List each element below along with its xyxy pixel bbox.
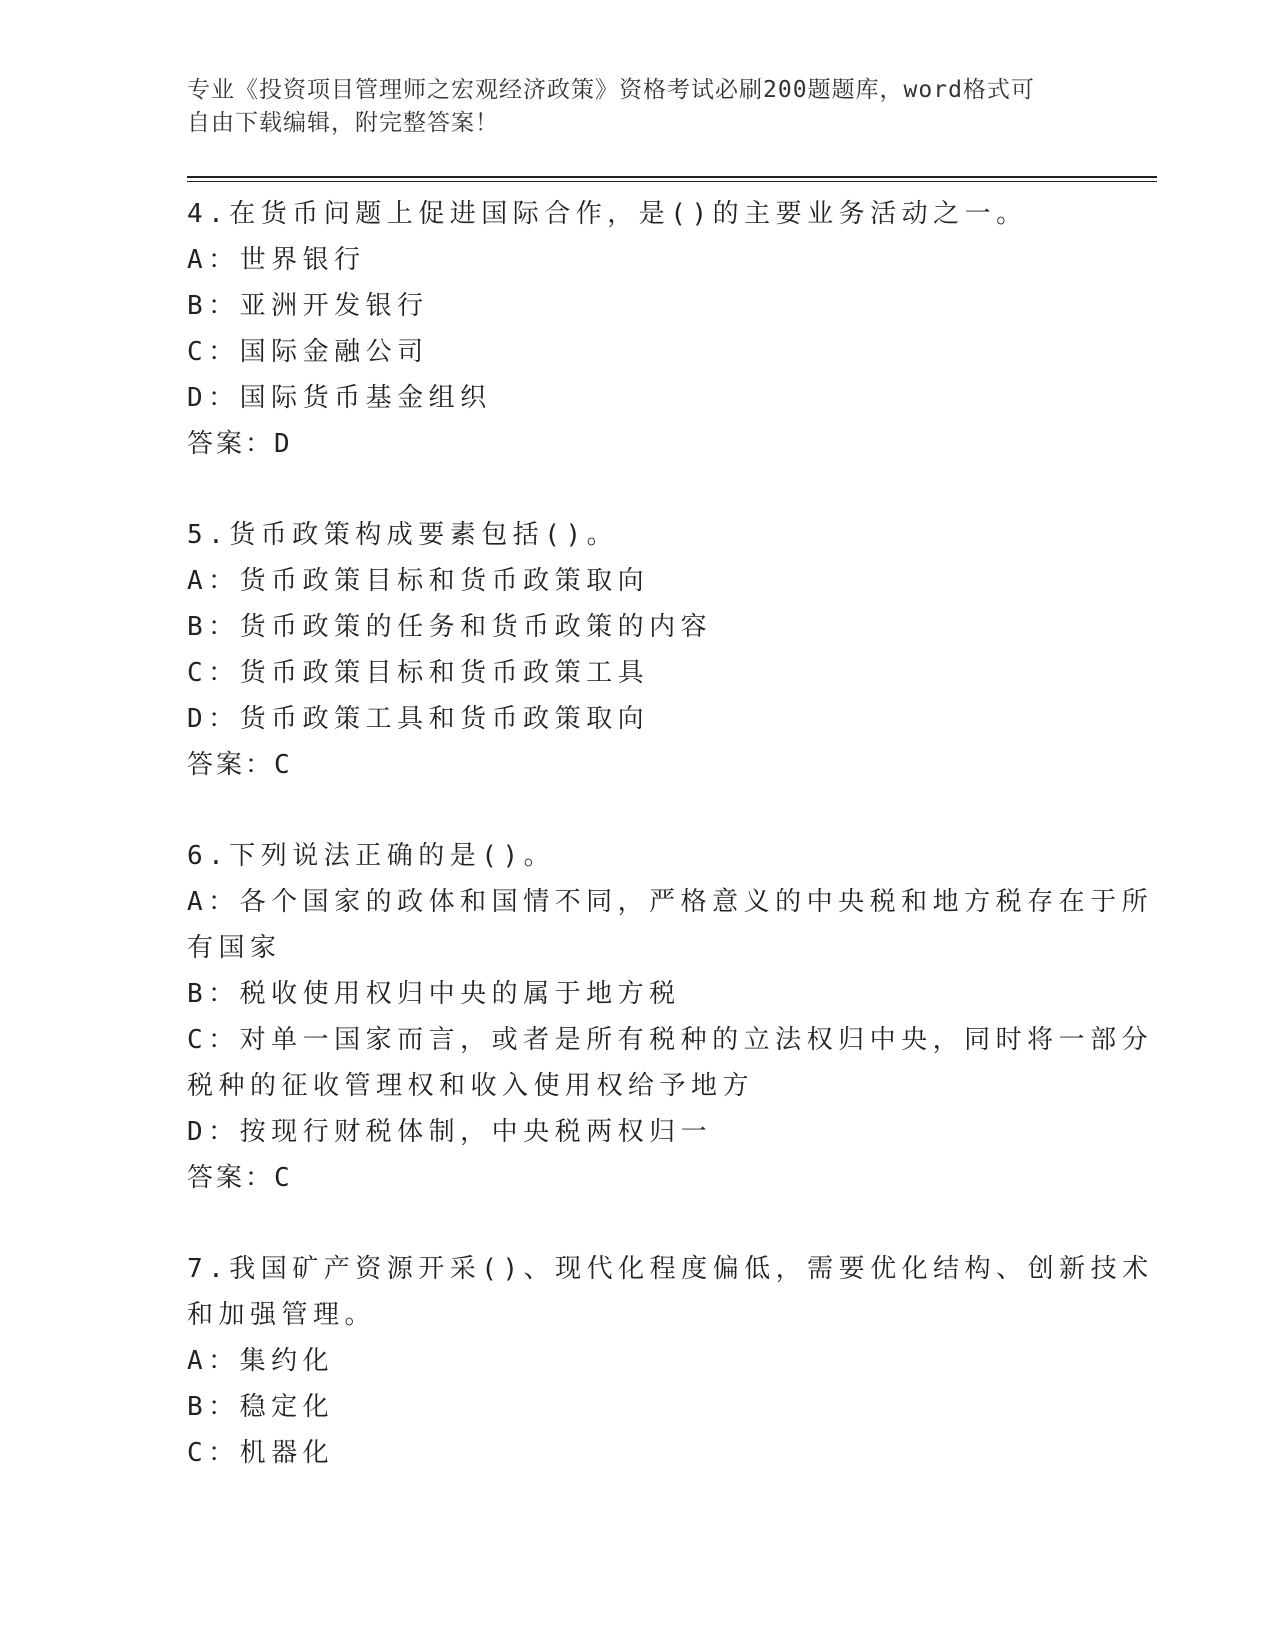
document-header [187, 74, 1087, 140]
answer: 答案：C [187, 1163, 293, 1193]
header-divider-thick [187, 176, 1157, 178]
spacer [187, 788, 1087, 833]
option-d: D：货币政策工具和货币政策取向 [187, 704, 650, 734]
option-b: B：稳定化 [187, 1392, 335, 1422]
question-stem: 7.我国矿产资源开采()、现代化程度偏低，需要优化结构、创新技术 [187, 1254, 1154, 1284]
option-a: A：货币政策目标和货币政策取向 [187, 566, 650, 596]
header-line-2: 自由下载编辑，附完整答案！ [187, 110, 499, 136]
question-stem: 4.在货币问题上促进国际合作，是()的主要业务活动之一。 [187, 199, 1028, 229]
question-list [187, 191, 1154, 1476]
option-a: A：集约化 [187, 1346, 335, 1376]
header-line-1: 专业《投资项目管理师之宏观经济政策》资格考试必刷200题题库，word格式可 [187, 77, 1035, 103]
question-stem: 5.货币政策构成要素包括()。 [187, 520, 619, 550]
option-c-continued: 税种的征收管理权和收入使用权给予地方 [187, 1071, 755, 1101]
option-a: A：各个国家的政体和国情不同，严格意义的中央税和地方税存在于所 [187, 887, 1154, 917]
option-b: B：货币政策的任务和货币政策的内容 [187, 612, 713, 642]
question-stem: 6.下列说法正确的是()。 [187, 841, 556, 871]
spacer [187, 467, 1087, 512]
answer: 答案：D [187, 429, 293, 459]
option-a: A：世界银行 [187, 245, 366, 275]
option-b: B：税收使用权归中央的属于地方税 [187, 979, 681, 1009]
option-a-continued: 有国家 [187, 933, 282, 963]
option-c: C：货币政策目标和货币政策工具 [187, 658, 650, 688]
question-4 [187, 191, 1087, 467]
question-6 [187, 833, 1154, 1201]
answer: 答案：C [187, 750, 293, 780]
question-stem-continued: 和加强管理。 [187, 1300, 377, 1330]
question-7 [187, 1246, 1154, 1476]
option-c: C：机器化 [187, 1438, 335, 1468]
option-c: C：对单一国家而言，或者是所有税种的立法权归中央，同时将一部分 [187, 1025, 1154, 1055]
option-d: D：按现行财税体制，中央税两权归一 [187, 1117, 713, 1147]
option-b: B：亚洲开发银行 [187, 291, 429, 321]
option-d: D：国际货币基金组织 [187, 383, 492, 413]
question-5 [187, 512, 1087, 788]
option-c: C：国际金融公司 [187, 337, 429, 367]
header-divider-thin [187, 181, 1157, 182]
spacer [187, 1201, 1087, 1246]
